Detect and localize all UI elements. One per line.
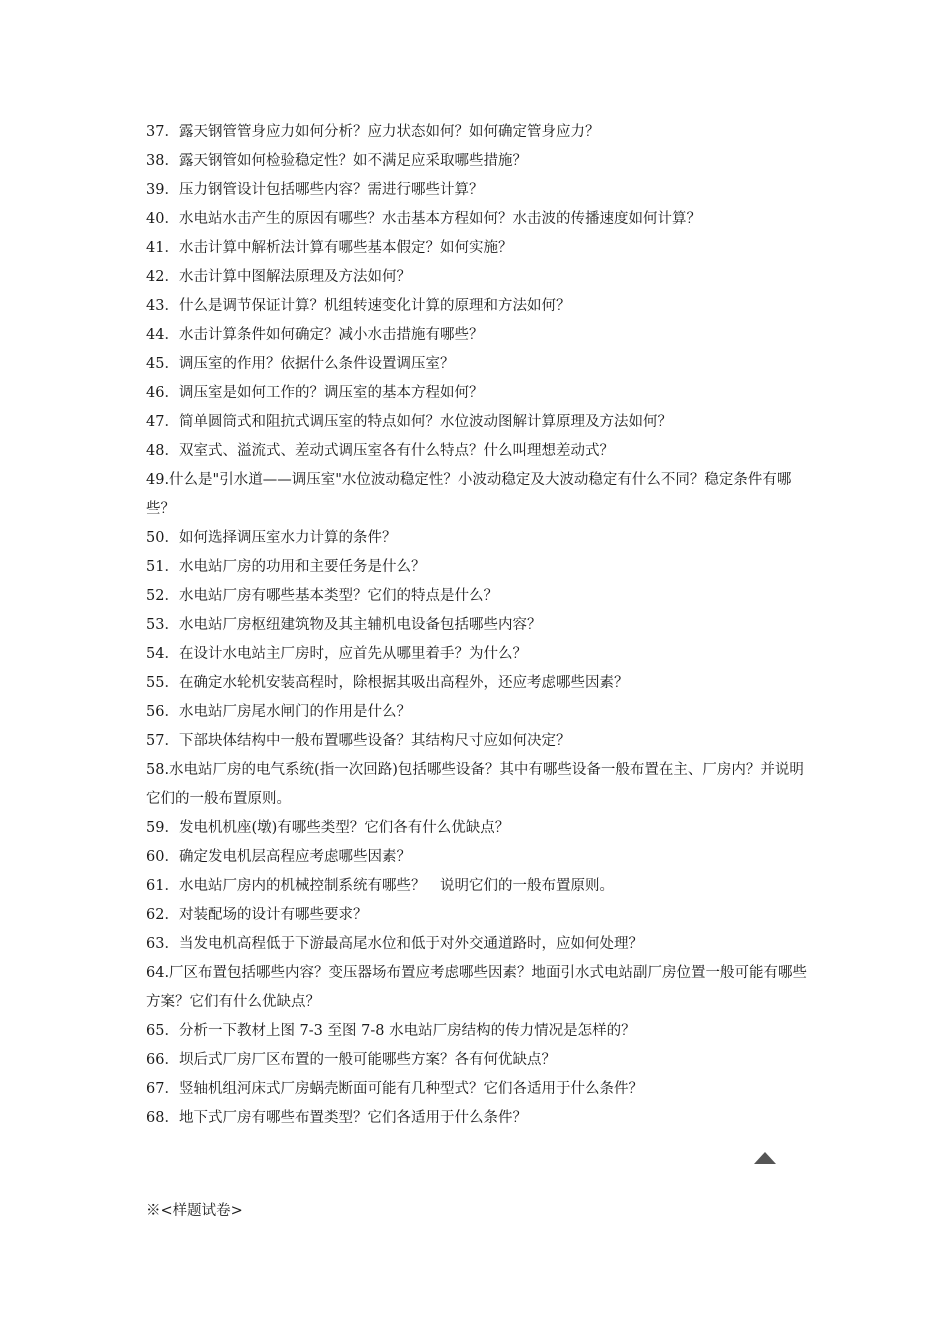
question-item: 41．水击计算中解析法计算有哪些基本假定？如何实施？ [146,240,513,256]
question-item: 52．水电站厂房有哪些基本类型？它们的特点是什么？ [146,588,498,604]
question-item: 65．分析一下教材上图 7-3 至图 7-8 水电站厂房结构的传力情况是怎样的？ [146,1023,636,1039]
question-item: 44．水击计算条件如何确定？减小水击措施有哪些？ [146,327,484,343]
question-item: 43．什么是调节保证计算？机组转速变化计算的原理和方法如何？ [146,298,571,314]
question-item: 37．露天钢管管身应力如何分析？应力状态如何？如何确定管身应力？ [146,124,600,140]
question-item: 48．双室式、溢流式、差动式调压室各有什么特点？什么叫理想差动式？ [146,443,614,459]
question-item: 42．水击计算中图解法原理及方法如何？ [146,269,411,285]
question-item: 64.厂区布置包括哪些内容？变压器场布置应考虑哪些因素？地面引水式电站副厂房位置一般可能有哪些方案？它们有什么优缺点？ [146,965,808,1010]
question-item: 68．地下式厂房有哪些布置类型？它们各适用于什么条件？ [146,1110,527,1126]
sample-paper-link[interactable]: ※<样题试卷> [146,1203,243,1219]
question-item: 58.水电站厂房的电气系统(指一次回路)包括哪些设备？其中有哪些设备一般布置在主、厂房内？并说明它们的一般布置原则。 [146,762,804,807]
question-item: 45．调压室的作用？依据什么条件设置调压室？ [146,356,455,372]
question-item: 67．竖轴机组河床式厂房蜗壳断面可能有几种型式？它们各适用于什么条件？ [146,1081,643,1097]
question-item: 46．调压室是如何工作的？调压室的基本方程如何？ [146,385,484,401]
question-item: 61．水电站厂房内的机械控制系统有哪些？ 说明它们的一般布置原则。 [146,878,614,894]
question-item: 56．水电站厂房尾水闸门的作用是什么？ [146,704,411,720]
question-item: 54．在设计水电站主厂房时，应首先从哪里着手？为什么？ [146,646,527,662]
question-item: 63．当发电机高程低于下游最高尾水位和低于对外交通道路时，应如何处理？ [146,936,643,952]
question-item: 60．确定发电机层高程应考虑哪些因素？ [146,849,411,865]
question-item: 57．下部块体结构中一般布置哪些设备？其结构尺寸应如何决定？ [146,733,571,749]
question-item: 50．如何选择调压室水力计算的条件？ [146,530,397,546]
question-item: 39．压力钢管设计包括哪些内容？需进行哪些计算？ [146,182,484,198]
question-item: 66．坝后式厂房厂区布置的一般可能哪些方案？各有何优缺点？ [146,1052,556,1068]
question-item: 40．水电站水击产生的原因有哪些？水击基本方程如何？水击波的传播速度如何计算？ [146,211,701,227]
question-item: 38．露天钢管如何检验稳定性？如不满足应采取哪些措施？ [146,153,527,169]
question-item: 49.什么是"引水道——调压室"水位波动稳定性？小波动稳定及大波动稳定有什么不同？稳定条件有哪些？ [146,472,792,517]
question-item: 59．发电机机座(墩)有哪些类型？它们各有什么优缺点？ [146,820,510,836]
back-to-top-triangle-up-icon[interactable] [754,1152,776,1164]
question-item: 53．水电站厂房枢纽建筑物及其主辅机电设备包括哪些内容？ [146,617,542,633]
question-list [146,118,814,1133]
question-item: 62．对装配场的设计有哪些要求？ [146,907,368,923]
question-item: 47．简单圆筒式和阻抗式调压室的特点如何？水位波动图解计算原理及方法如何？ [146,414,672,430]
question-item: 51．水电站厂房的功用和主要任务是什么？ [146,559,426,575]
question-item: 55．在确定水轮机安装高程时，除根据其吸出高程外，还应考虑哪些因素？ [146,675,629,691]
